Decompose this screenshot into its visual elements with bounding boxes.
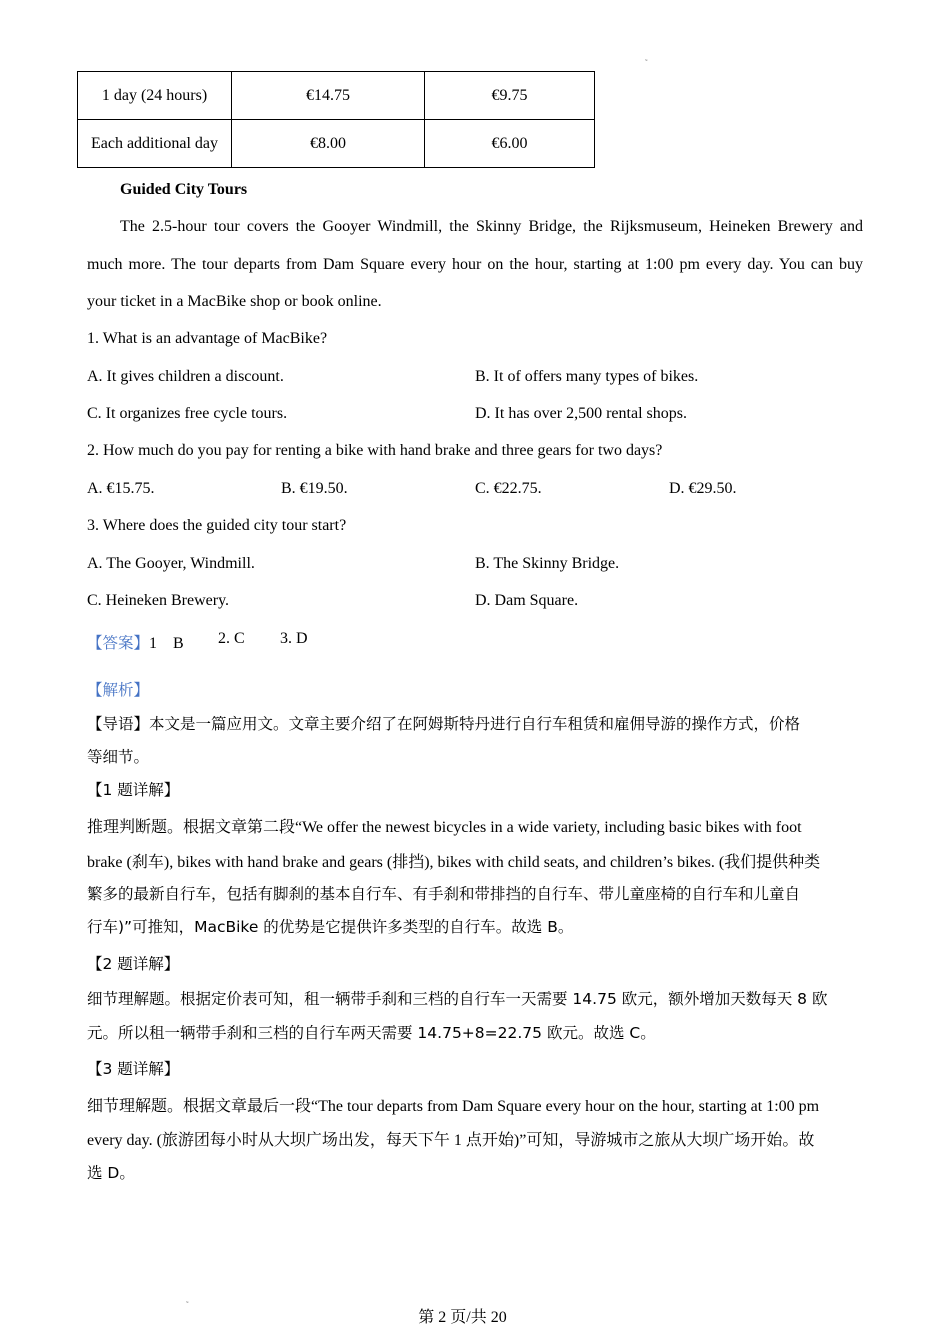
option: D. It has over 2,500 rental shops. bbox=[475, 405, 687, 422]
table-cell: €6.00 bbox=[425, 120, 595, 168]
question-stem: 2. How much do you pay for renting a bike with hand brake and three gears for two days? bbox=[87, 442, 663, 459]
option: A. It gives children a discount. bbox=[87, 368, 284, 385]
paragraph-line: your ticket in a MacBike shop or book online. bbox=[87, 293, 382, 310]
table-cell: Each additional day bbox=[78, 120, 232, 168]
analysis-line: 【导语】本文是一篇应用文。文章主要介绍了在阿姆斯特丹进行自行车租赁和雇佣导游的操作方式，价格 bbox=[87, 715, 801, 733]
option: C. It organizes free cycle tours. bbox=[87, 405, 288, 422]
section-heading: Guided City Tours bbox=[120, 181, 248, 198]
analysis-line: 推理判断题。根据文章第二段“We offer the newest bicycles in a wide variety, including basic bikes with foot bbox=[87, 819, 802, 836]
option: D. €29.50. bbox=[669, 480, 737, 497]
price-table bbox=[77, 71, 595, 168]
table-cell: €9.75 bbox=[425, 72, 595, 120]
q1-title: 【1 题详解】 bbox=[87, 781, 180, 799]
answer-2: 2. C bbox=[218, 630, 245, 647]
table-cell: €14.75 bbox=[232, 72, 425, 120]
analysis-line: 行车)”可推知，MacBike 的优势是它提供许多类型的自行车。故选 B。 bbox=[87, 918, 574, 936]
answer-1: 1 B bbox=[149, 635, 184, 652]
analysis-line: every day. (旅游团每小时从大坝广场出发，每天下午 1 点开始)”可知，导游城市之旅从大坝广场开始。故 bbox=[87, 1132, 815, 1149]
answer-label: 【答案】 bbox=[87, 634, 150, 652]
table-row bbox=[78, 72, 595, 120]
option: D. Dam Square. bbox=[475, 592, 579, 609]
analysis-line: brake (刹车), bikes with hand brake and gears (排挡), bikes with child seats, and children’s bikes. (我们提供种类 bbox=[87, 854, 821, 871]
question-stem: 3. Where does the guided city tour start? bbox=[87, 517, 347, 534]
answer-3: 3. D bbox=[280, 630, 308, 647]
page-number: 第 2 页/共 20 bbox=[418, 1309, 507, 1326]
analysis-line: 繁多的最新自行车，包括有脚刹的基本自行车、有手刹和带排挡的自行车、带儿童座椅的自行车和儿童自 bbox=[87, 885, 801, 903]
analysis-line: 选 D。 bbox=[87, 1164, 135, 1182]
q3-title: 【3 题详解】 bbox=[87, 1060, 180, 1078]
option: C. €22.75. bbox=[475, 480, 542, 497]
table-row bbox=[78, 120, 595, 168]
analysis-line: 元。所以租一辆带手刹和三档的自行车两天需要 14.75+8=22.75 欧元。故选 C。 bbox=[87, 1024, 656, 1042]
paragraph-line: much more. The tour departs from Dam Square every hour on the hour, starting at 1:00 pm every day. You can buy bbox=[87, 256, 863, 273]
answer-line bbox=[87, 630, 184, 653]
option: B. €19.50. bbox=[281, 480, 348, 497]
option: A. €15.75. bbox=[87, 480, 155, 497]
option: B. The Skinny Bridge. bbox=[475, 555, 620, 572]
option: C. Heineken Brewery. bbox=[87, 592, 230, 609]
paragraph-line: The 2.5-hour tour covers the Gooyer Windmill, the Skinny Bridge, the Rijksmuseum, Heineken Brewery and bbox=[120, 218, 863, 235]
option: B. It of offers many types of bikes. bbox=[475, 368, 699, 385]
q2-title: 【2 题详解】 bbox=[87, 955, 180, 973]
bottom-mark: ˜ bbox=[186, 1300, 189, 1309]
analysis-line: 等细节。 bbox=[87, 748, 150, 766]
table-cell: 1 day (24 hours) bbox=[78, 72, 232, 120]
top-mark: ˜ bbox=[645, 58, 648, 67]
option: A. The Gooyer, Windmill. bbox=[87, 555, 255, 572]
analysis-line: 细节理解题。根据定价表可知，租一辆带手刹和三档的自行车一天需要 14.75 欧元，额外增加天数每天 8 欧 bbox=[87, 990, 828, 1008]
analysis-label: 【解析】 bbox=[87, 681, 150, 699]
table-cell: €8.00 bbox=[232, 120, 425, 168]
question-stem: 1. What is an advantage of MacBike? bbox=[87, 330, 328, 347]
analysis-line: 细节理解题。根据文章最后一段“The tour departs from Dam Square every hour on the hour, starting at 1:00 pm bbox=[87, 1098, 820, 1115]
